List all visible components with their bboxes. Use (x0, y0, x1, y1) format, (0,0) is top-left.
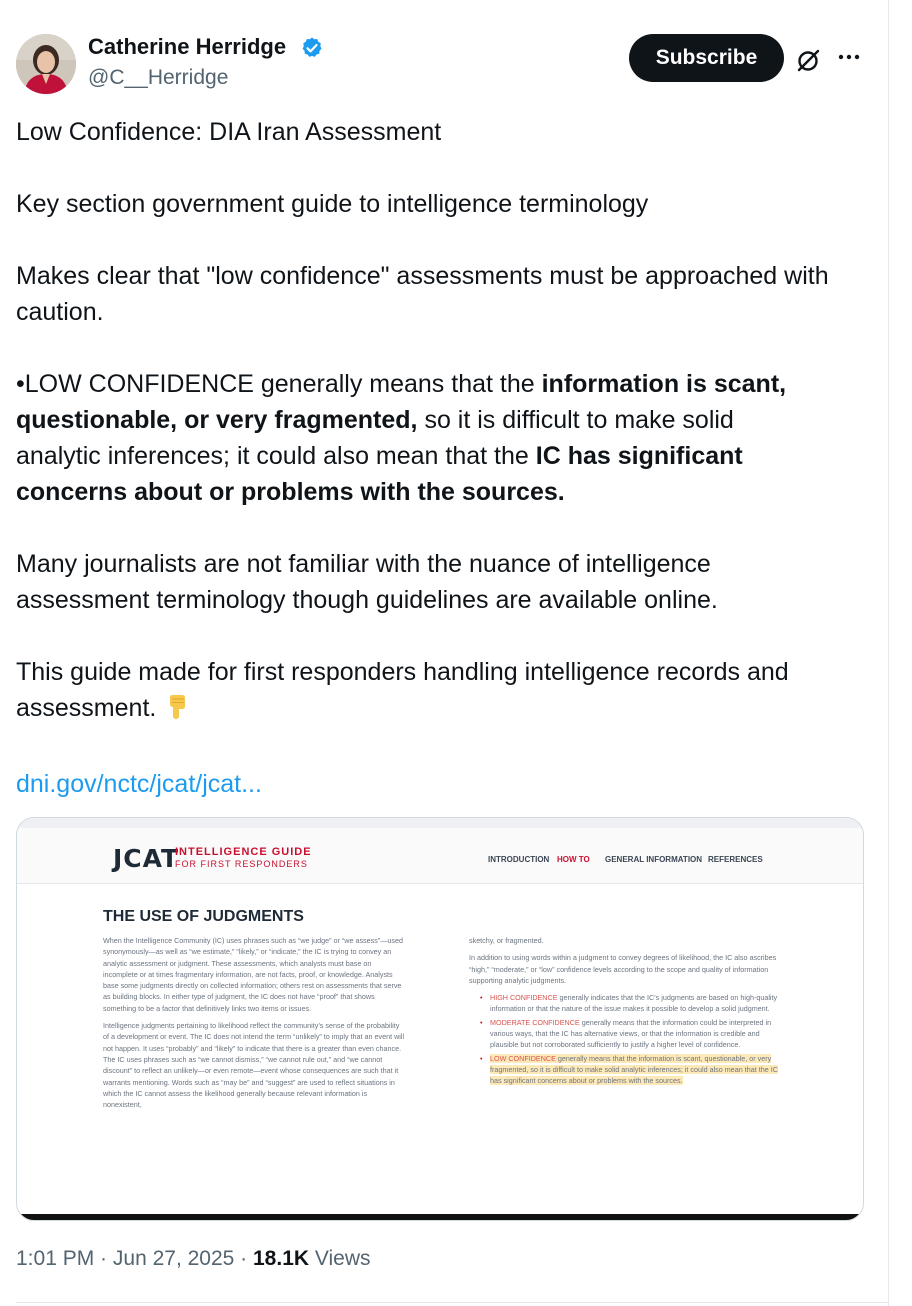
tweet-paragraph-low-confidence (16, 366, 816, 510)
pointing-down-icon (163, 692, 191, 730)
confidence-moderate (469, 1017, 779, 1051)
low-confidence-text: generally means that the information is scant, questionable, or very fragmented, so it is difficult to make solid analytic inferences; it could also mean that the IC has significant concerns about or problems with the sources. (490, 1053, 778, 1086)
avatar[interactable] (16, 34, 76, 94)
low-confidence-bold-2: IC has significant concerns about or problems with the sources. (16, 442, 743, 506)
guide-link[interactable]: dni.gov/nctc/jcat/jcat... (16, 770, 262, 798)
views-label: Views (309, 1247, 371, 1270)
avatar-photo (16, 34, 76, 94)
nav-references: REFERENCES (708, 855, 763, 864)
grok-icon[interactable] (795, 46, 823, 74)
tweet-paragraph-journalists: Many journalists are not familiar with the nuance of intelligence assessment terminology though guidelines are available online. (16, 550, 718, 614)
moderate-confidence-label: MODERATE CONFIDENCE (490, 1017, 580, 1027)
doc-left-paragraph-2: Intelligence judgments pertaining to likelihood reflect the community’s sense of the probability of a development or event. The IC does not intend the term “unlikely” to imply that an event will not happen. It uses “probably” and “likely” to indicate that there is a greater than even chance. The IC uses phrases such as “we cannot dismiss,” “we cannot rule out,” and “we cannot discount” to reflect an unlikely—or even remote—event whose consequences are such that it warrants mentioning. Words such as “may be” and “suggest” are used to reflect situations in which the IC cannot assess the likelihood generally because relevant information is nonexistent, (103, 1021, 405, 1110)
low-confidence-intro: •LOW CONFIDENCE generally means that the (16, 370, 542, 398)
moderate-confidence-text: generally means that the information could be interpreted in various ways, that the IC has alternative views, or that the information is credible and plausible but not corroborated sufficiently to justify a higher level of confidence. (490, 1017, 772, 1050)
tweet-time[interactable]: 1:01 PM (16, 1247, 95, 1270)
tweet-meta (16, 1247, 371, 1271)
tweet-line-2: Key section government guide to intelligence terminology (16, 190, 649, 218)
views-count: 18.1K (253, 1247, 310, 1270)
doc-right-column (469, 935, 779, 1089)
high-confidence-text: generally indicates that the IC’s judgments are based on high-quality information or that the nature of the issue makes it possible to develop a solid judgment. (490, 993, 778, 1014)
doc-right-paragraph-1: In addition to using words within a judgment to convey degrees of likelihood, the IC also ascribes “high,” “moderate,” or “low” confidence levels according to the scope and quality of information supporting analytic judgments. (469, 953, 777, 985)
tweet-line-3: Makes clear that "low confidence" assessments must be approached with caution. (16, 262, 829, 326)
confidence-list (469, 992, 779, 1086)
jcat-logo-sub2: FOR FIRST RESPONDERS (175, 859, 308, 869)
low-confidence-bold-1: information is scant, questionable, or very fragmented, (16, 370, 787, 434)
doc-left-paragraph-1: When the Intelligence Community (IC) uses phrases such as “we judge” or “we assess”—used synonymously—as well as “we estimate,” “likely,” or “indicate,” the IC is trying to convey an analytic assessment or judgment. These assessments, which analysts must base on incomplete or at times fragmentary information, are not facts, proof, or knowledge. Analysts base some judgments directly on collected information; others rest on assessments that serve as building blocks. In either type of judgment, the IC does not have “proof” that shows something to be a factor that definitively links two items or issues. (103, 936, 404, 1013)
doc-left-column (103, 935, 405, 1116)
author-name[interactable]: Catherine Herridge (88, 34, 287, 59)
meta-separator: · (234, 1247, 253, 1270)
author-handle[interactable]: @C__Herridge (88, 66, 229, 89)
jcat-logo-sub1: INTELLIGENCE GUIDE (175, 846, 312, 858)
column-divider (888, 0, 889, 1306)
low-confidence-label: LOW CONFIDENCE (490, 1053, 556, 1063)
media-card[interactable] (16, 817, 864, 1221)
meta-separator: · (94, 1247, 113, 1270)
bottom-divider (16, 1302, 888, 1303)
subscribe-button[interactable]: Subscribe (629, 34, 784, 82)
tweet-paragraph-guide (16, 654, 846, 730)
tweet-date[interactable]: Jun 27, 2025 (112, 1247, 235, 1270)
low-confidence-middle: so it is difficult to make solid analytic inferences; it could also mean that the (16, 406, 734, 470)
jcat-logo: JCAT (113, 844, 180, 873)
confidence-high (469, 992, 779, 1015)
nav-introduction: INTRODUCTION (488, 855, 550, 864)
verified-badge-icon[interactable] (300, 36, 324, 60)
guide-text: This guide made for first responders handling intelligence records and assessment. (16, 658, 789, 722)
tweet-line-1: Low Confidence: DIA Iran Assessment (16, 118, 442, 146)
card-bottom-strip (17, 1214, 864, 1221)
doc-right-paragraph-0: sketchy, or fragmented. (469, 936, 544, 945)
more-icon[interactable] (836, 46, 862, 68)
tweet-text (16, 114, 876, 802)
confidence-low (469, 1053, 779, 1087)
high-confidence-label: HIGH CONFIDENCE (490, 993, 558, 1003)
jcat-header (17, 828, 864, 884)
nav-how-to: HOW TO (557, 855, 590, 864)
card-top-strip (17, 818, 864, 828)
doc-title: THE USE OF JUDGMENTS (103, 908, 304, 925)
nav-general-information: GENERAL INFORMATION (605, 855, 703, 864)
